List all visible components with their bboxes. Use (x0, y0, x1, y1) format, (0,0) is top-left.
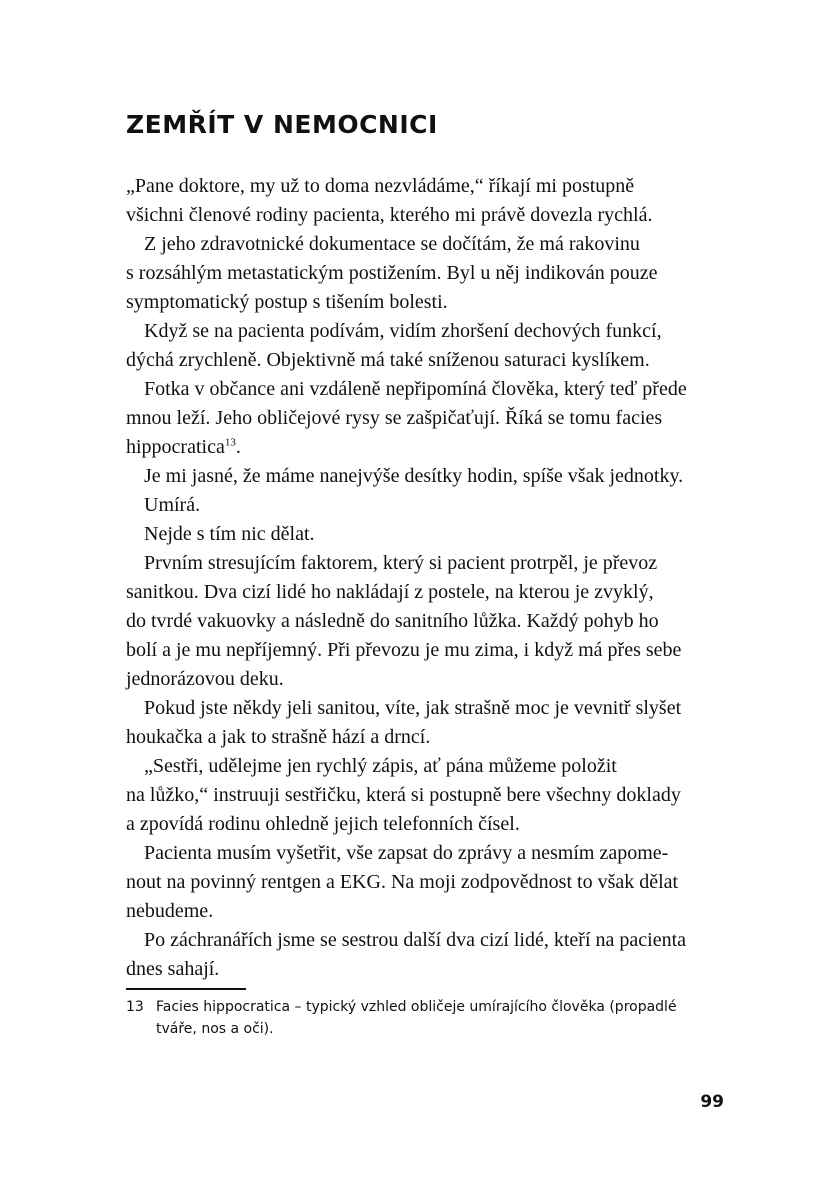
paragraph (126, 317, 726, 375)
paragraph (126, 491, 726, 520)
footnote-rule (126, 988, 246, 990)
footnote-number: 13 (126, 999, 144, 1015)
text-line: Když se na pacienta podívám, vidím zhoršení dechových funkcí, (144, 320, 662, 342)
footnote-line: Facies hippocratica – typický vzhled obličeje umírajícího člověka (propadlé (156, 999, 677, 1015)
text-line: symptomatický postup s tišením bolesti. (126, 291, 448, 313)
text-line: do tvrdé vakuovky a následně do sanitního lůžka. Každý pohyb ho (126, 610, 659, 632)
text-line: Po záchranářích jsme se sestrou další dva cizí lidé, kteří na pacienta (144, 929, 687, 951)
text-line: na lůžko,“ instruuji sestřičku, která si postupně bere všechny doklady (126, 784, 681, 806)
footnote-line: tváře, nos a oči). (156, 1021, 274, 1037)
paragraph (126, 694, 726, 752)
text-line: Je mi jasné, že máme nanejvýše desítky hodin, spíše však jednotky. (144, 465, 684, 487)
paragraph (126, 839, 726, 926)
text-line: Nejde s tím nic dělat. (144, 523, 315, 545)
text-line: s rozsáhlým metastatickým postižením. Byl u něj indikován pouze (126, 262, 658, 284)
text-line: Pokud jste někdy jeli sanitou, víte, jak strašně moc je vevnitř slyšet (144, 697, 682, 719)
body-text (126, 172, 726, 984)
text-line: Prvním stresujícím faktorem, který si pacient protrpěl, je převoz (144, 552, 658, 574)
paragraph (126, 230, 726, 317)
text-line: Pacienta musím vyšetřit, vše zapsat do zprávy a nesmím zapome- (144, 842, 669, 864)
paragraph (126, 462, 726, 491)
text-line: a zpovídá rodinu ohledně jejich telefonních čísel. (126, 813, 520, 835)
text-line: nebudeme. (126, 900, 214, 922)
paragraph (126, 752, 726, 839)
text-line: mnou leží. Jeho obličejové rysy se zašpičaťují. Říká se tomu facies (126, 407, 663, 429)
chapter-heading: ZEMŘÍT V NEMOCNICI (126, 110, 438, 139)
punctuation: . (235, 436, 241, 458)
text-line: dnes sahají. (126, 958, 220, 980)
text-line: hippocratica$^{13}$. (126, 436, 241, 458)
text-line: houkačka a jak to strašně hází a drncí. (126, 726, 431, 748)
text-line: Z jeho zdravotnické dokumentace se dočítám, že má rakovinu (144, 233, 640, 255)
paragraph (126, 926, 726, 984)
footnote-reference[interactable]: 13 (224, 436, 236, 449)
paragraph (126, 172, 726, 230)
text-line: „Sestři, udělejme jen rychlý zápis, ať pána můžeme položit (144, 755, 617, 777)
text-line: „Pane doktore, my už to doma nezvládáme,“ říkají mi postupně (126, 175, 635, 197)
text-line: všichni členové rodiny pacienta, kterého mi právě dovezla rychlá. (126, 204, 653, 226)
text-line: Fotka v občance ani vzdáleně nepřipomíná člověka, který teď přede (144, 378, 687, 400)
paragraph (126, 520, 726, 549)
text-line: Umírá. (144, 494, 201, 516)
text-line: jednorázovou deku. (126, 668, 284, 690)
paragraph (126, 375, 726, 462)
text-line: nout na povinný rentgen a EKG. Na moji zodpovědnost to však dělat (126, 871, 679, 893)
text-line: bolí a je mu nepříjemný. Při převozu je mu zima, i když má přes sebe (126, 639, 682, 661)
paragraph (126, 549, 726, 694)
footnote (126, 996, 726, 1040)
page-number: 99 (700, 1092, 724, 1112)
text-line: sanitkou. Dva cizí lidé ho nakládají z postele, na kterou je zvyklý, (126, 581, 654, 603)
text-line: dýchá zrychleně. Objektivně má také sníženou saturaci kyslíkem. (126, 349, 650, 371)
